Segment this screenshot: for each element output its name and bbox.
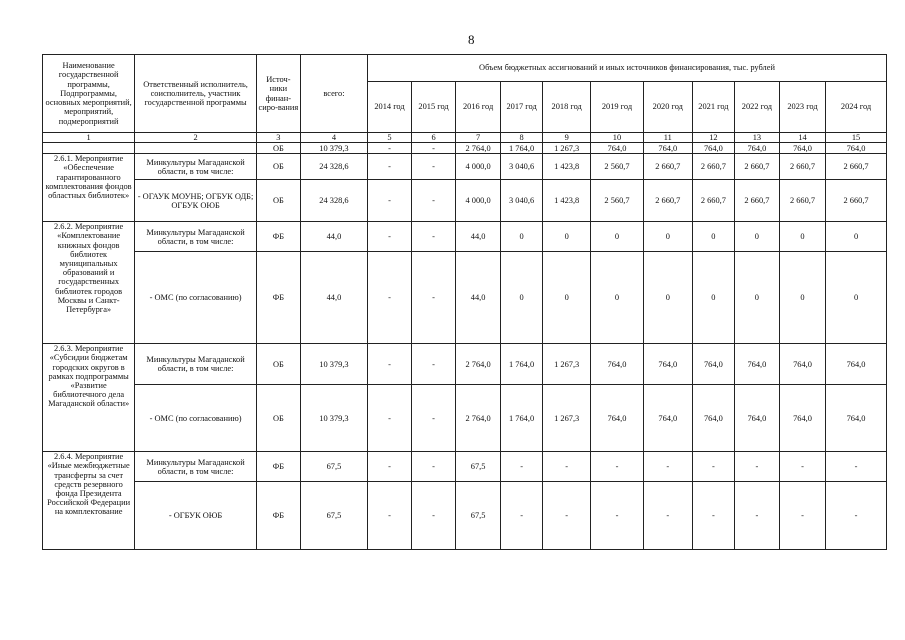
value-cell: 0 bbox=[543, 252, 591, 344]
value-cell: - bbox=[692, 482, 734, 550]
value-cell: - bbox=[412, 222, 456, 252]
total-value-cell: 2 764,0 bbox=[456, 143, 501, 154]
value-cell: - bbox=[643, 482, 692, 550]
responsible-cell: - ОГАУК МОУНБ; ОГБУК ОДБ; ОГБУК ОЮБ bbox=[135, 180, 257, 222]
total-sum-cell: 10 379,3 bbox=[300, 143, 367, 154]
source-cell: ОБ bbox=[256, 180, 300, 222]
header-source: Источ-ники финан-сиро-вания bbox=[256, 55, 300, 133]
value-cell: 2 660,7 bbox=[734, 154, 779, 180]
responsible-cell: Минкультуры Магаданской области, в том числе: bbox=[135, 222, 257, 252]
value-cell: - bbox=[591, 452, 643, 482]
value-cell: 4 000,0 bbox=[456, 180, 501, 222]
value-cell: 3 040,6 bbox=[501, 180, 543, 222]
total-value-cell: 764,0 bbox=[779, 143, 825, 154]
value-cell: 764,0 bbox=[643, 385, 692, 452]
header-budget-group: Объем бюджетных ассигнований и иных источников финансирования, тыс. рублей bbox=[367, 55, 886, 82]
column-number: 6 bbox=[412, 133, 456, 143]
total-value-cell: 764,0 bbox=[591, 143, 643, 154]
total-value-cell: 764,0 bbox=[643, 143, 692, 154]
total-value-cell: 764,0 bbox=[826, 143, 887, 154]
header-total: всего: bbox=[300, 55, 367, 133]
column-number: 14 bbox=[779, 133, 825, 143]
responsible-cell: - ОГБУК ОЮБ bbox=[135, 482, 257, 550]
total-value-cell: 1 267,3 bbox=[543, 143, 591, 154]
column-number: 8 bbox=[501, 133, 543, 143]
source-cell: ФБ bbox=[256, 482, 300, 550]
value-cell: 1 764,0 bbox=[501, 344, 543, 385]
value-cell: 2 660,7 bbox=[826, 154, 887, 180]
value-cell: 0 bbox=[734, 252, 779, 344]
value-cell: 44,0 bbox=[456, 222, 501, 252]
total-value-cell: - bbox=[367, 143, 411, 154]
budget-table bbox=[42, 54, 887, 550]
value-cell: - bbox=[412, 154, 456, 180]
total-cell: 10 379,3 bbox=[300, 344, 367, 385]
value-cell: - bbox=[412, 252, 456, 344]
column-number: 13 bbox=[734, 133, 779, 143]
column-number: 1 bbox=[43, 133, 135, 143]
header-name: Наименование государственной программы, Подпрограммы, основных мероприятий, мероприятий, подмероприятий bbox=[43, 55, 135, 133]
header-year: 2023 год bbox=[779, 82, 825, 133]
value-cell: 1 423,8 bbox=[543, 180, 591, 222]
value-cell: - bbox=[734, 482, 779, 550]
source-cell: ОБ bbox=[256, 154, 300, 180]
value-cell: 2 660,7 bbox=[692, 154, 734, 180]
measure-name-cell: 2.6.2. Мероприятие «Комплектование книжных фондов библиотек муниципальных образований и государственных библиотек городов Москвы и Санкт-Петербурга» bbox=[43, 222, 135, 344]
header-year: 2022 год bbox=[734, 82, 779, 133]
table-row bbox=[43, 385, 887, 452]
header-year: 2021 год bbox=[692, 82, 734, 133]
source-cell: ФБ bbox=[256, 222, 300, 252]
value-cell: - bbox=[412, 385, 456, 452]
value-cell: - bbox=[367, 252, 411, 344]
value-cell: 1 267,3 bbox=[543, 385, 591, 452]
value-cell: - bbox=[591, 482, 643, 550]
value-cell: 764,0 bbox=[591, 385, 643, 452]
column-number: 15 bbox=[826, 133, 887, 143]
value-cell: 0 bbox=[591, 252, 643, 344]
value-cell: 764,0 bbox=[692, 344, 734, 385]
value-cell: - bbox=[367, 180, 411, 222]
measure-name-cell: 2.6.4. Мероприятие «Иные межбюджетные трансферты за счет средств резервного фонда Президента Российской Федерации на комплектование bbox=[43, 452, 135, 550]
value-cell: 0 bbox=[643, 222, 692, 252]
value-cell: - bbox=[501, 482, 543, 550]
header-year: 2018 год bbox=[543, 82, 591, 133]
total-cell: 44,0 bbox=[300, 252, 367, 344]
responsible-cell: Минкультуры Магаданской области, в том числе: bbox=[135, 344, 257, 385]
total-responsible-cell bbox=[135, 143, 257, 154]
value-cell: - bbox=[412, 482, 456, 550]
value-cell: - bbox=[501, 452, 543, 482]
value-cell: - bbox=[412, 344, 456, 385]
value-cell: - bbox=[543, 452, 591, 482]
value-cell: 764,0 bbox=[734, 385, 779, 452]
table-row bbox=[43, 180, 887, 222]
table-row bbox=[43, 344, 887, 385]
value-cell: 2 660,7 bbox=[643, 180, 692, 222]
column-number: 12 bbox=[692, 133, 734, 143]
value-cell: 2 660,7 bbox=[734, 180, 779, 222]
source-cell: ФБ bbox=[256, 452, 300, 482]
value-cell: - bbox=[367, 154, 411, 180]
value-cell: 2 764,0 bbox=[456, 385, 501, 452]
header-year: 2015 год bbox=[412, 82, 456, 133]
column-number: 2 bbox=[135, 133, 257, 143]
value-cell: - bbox=[643, 452, 692, 482]
responsible-cell: - ОМС (по согласованию) bbox=[135, 385, 257, 452]
value-cell: - bbox=[734, 452, 779, 482]
value-cell: 2 660,7 bbox=[692, 180, 734, 222]
value-cell: 0 bbox=[591, 222, 643, 252]
value-cell: 764,0 bbox=[779, 344, 825, 385]
value-cell: - bbox=[412, 452, 456, 482]
value-cell: - bbox=[367, 344, 411, 385]
column-number: 3 bbox=[256, 133, 300, 143]
value-cell: 0 bbox=[543, 222, 591, 252]
page-number: 8 bbox=[468, 32, 475, 47]
total-source-cell: ОБ bbox=[256, 143, 300, 154]
column-number: 11 bbox=[643, 133, 692, 143]
value-cell: 2 660,7 bbox=[779, 154, 825, 180]
column-number: 9 bbox=[543, 133, 591, 143]
value-cell: 764,0 bbox=[734, 344, 779, 385]
value-cell: 1 764,0 bbox=[501, 385, 543, 452]
column-number: 5 bbox=[367, 133, 411, 143]
value-cell: - bbox=[367, 482, 411, 550]
value-cell: 0 bbox=[734, 222, 779, 252]
total-value-cell: 764,0 bbox=[692, 143, 734, 154]
value-cell: 2 764,0 bbox=[456, 344, 501, 385]
column-number-row bbox=[43, 133, 887, 143]
value-cell: 3 040,6 bbox=[501, 154, 543, 180]
value-cell: 764,0 bbox=[643, 344, 692, 385]
value-cell: 67,5 bbox=[456, 452, 501, 482]
header-responsible: Ответственный исполнитель, соисполнитель, участник государственной программы bbox=[135, 55, 257, 133]
value-cell: 1 423,8 bbox=[543, 154, 591, 180]
value-cell: - bbox=[779, 452, 825, 482]
total-name-cell bbox=[43, 143, 135, 154]
header-year: 2024 год bbox=[826, 82, 887, 133]
value-cell: 0 bbox=[501, 222, 543, 252]
value-cell: 67,5 bbox=[456, 482, 501, 550]
source-cell: ОБ bbox=[256, 344, 300, 385]
value-cell: 2 560,7 bbox=[591, 154, 643, 180]
value-cell: 0 bbox=[826, 252, 887, 344]
value-cell: - bbox=[367, 222, 411, 252]
table-row bbox=[43, 222, 887, 252]
value-cell: 0 bbox=[779, 252, 825, 344]
table-row bbox=[43, 252, 887, 344]
value-cell: - bbox=[826, 452, 887, 482]
total-cell: 24 328,6 bbox=[300, 154, 367, 180]
total-cell: 10 379,3 bbox=[300, 385, 367, 452]
responsible-cell: Минкультуры Магаданской области, в том числе: bbox=[135, 154, 257, 180]
value-cell: 0 bbox=[643, 252, 692, 344]
value-cell: 2 660,7 bbox=[643, 154, 692, 180]
table-row bbox=[43, 452, 887, 482]
total-value-cell: 1 764,0 bbox=[501, 143, 543, 154]
header-year: 2019 год bbox=[591, 82, 643, 133]
value-cell: 2 660,7 bbox=[826, 180, 887, 222]
value-cell: 0 bbox=[826, 222, 887, 252]
column-number: 7 bbox=[456, 133, 501, 143]
column-number: 4 bbox=[300, 133, 367, 143]
header-year: 2016 год bbox=[456, 82, 501, 133]
source-cell: ОБ bbox=[256, 385, 300, 452]
total-value-cell: - bbox=[412, 143, 456, 154]
measure-name-cell: 2.6.3. Мероприятие «Субсидии бюджетам городских округов в рамках подпрограммы «Развитие библиотечного дела Магаданской области» bbox=[43, 344, 135, 452]
table-row bbox=[43, 482, 887, 550]
value-cell: - bbox=[367, 452, 411, 482]
value-cell: - bbox=[692, 452, 734, 482]
measure-name-cell: 2.6.1. Мероприятие «Обеспечение гарантированного комплектования фондов областных библиотек» bbox=[43, 154, 135, 222]
column-number: 10 bbox=[591, 133, 643, 143]
value-cell: 764,0 bbox=[826, 344, 887, 385]
value-cell: 764,0 bbox=[591, 344, 643, 385]
value-cell: - bbox=[826, 482, 887, 550]
responsible-cell: Минкультуры Магаданской области, в том числе: bbox=[135, 452, 257, 482]
total-cell: 67,5 bbox=[300, 452, 367, 482]
value-cell: 2 560,7 bbox=[591, 180, 643, 222]
total-cell: 44,0 bbox=[300, 222, 367, 252]
value-cell: 0 bbox=[779, 222, 825, 252]
value-cell: 2 660,7 bbox=[779, 180, 825, 222]
total-cell: 24 328,6 bbox=[300, 180, 367, 222]
header-year: 2020 год bbox=[643, 82, 692, 133]
value-cell: - bbox=[412, 180, 456, 222]
value-cell: 764,0 bbox=[826, 385, 887, 452]
total-value-cell: 764,0 bbox=[734, 143, 779, 154]
value-cell: - bbox=[779, 482, 825, 550]
value-cell: 764,0 bbox=[692, 385, 734, 452]
header-year: 2017 год bbox=[501, 82, 543, 133]
table-row bbox=[43, 154, 887, 180]
total-row bbox=[43, 143, 887, 154]
value-cell: 0 bbox=[692, 252, 734, 344]
total-cell: 67,5 bbox=[300, 482, 367, 550]
value-cell: 4 000,0 bbox=[456, 154, 501, 180]
value-cell: 0 bbox=[692, 222, 734, 252]
value-cell: - bbox=[543, 482, 591, 550]
value-cell: 764,0 bbox=[779, 385, 825, 452]
value-cell: 0 bbox=[501, 252, 543, 344]
value-cell: - bbox=[367, 385, 411, 452]
header-year: 2014 год bbox=[367, 82, 411, 133]
source-cell: ФБ bbox=[256, 252, 300, 344]
value-cell: 1 267,3 bbox=[543, 344, 591, 385]
responsible-cell: - ОМС (по согласованию) bbox=[135, 252, 257, 344]
value-cell: 44,0 bbox=[456, 252, 501, 344]
